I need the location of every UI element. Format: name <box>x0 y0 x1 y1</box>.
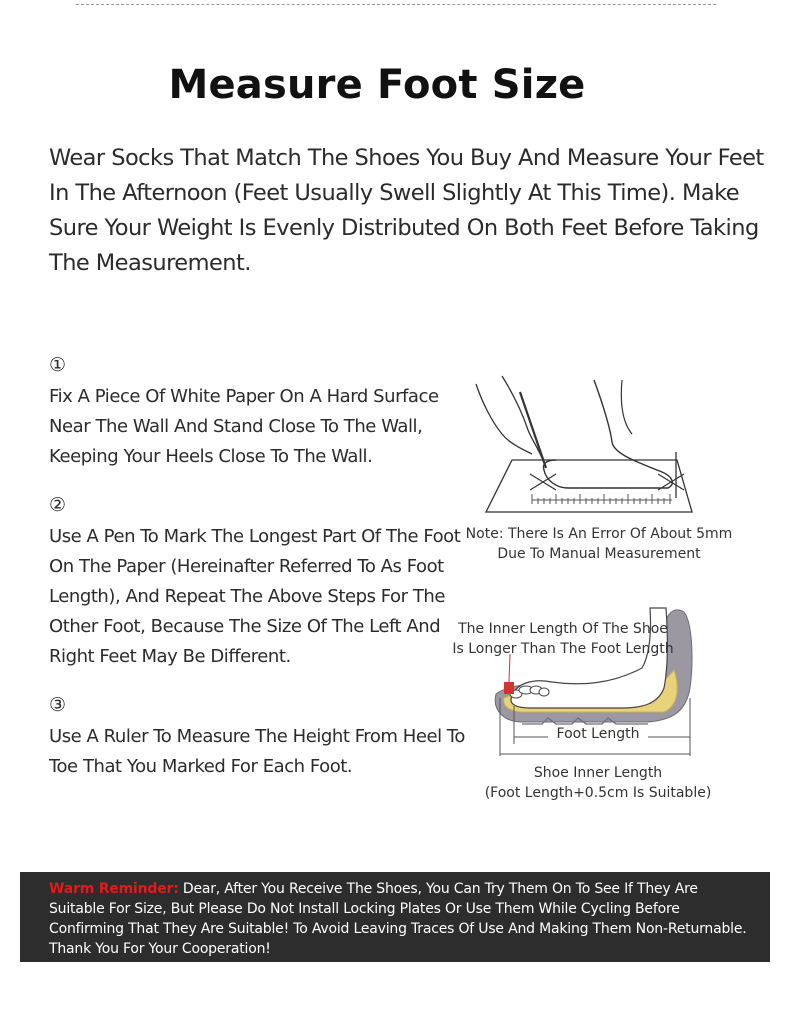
step-1-text: Fix A Piece Of White Paper On A Hard Surface Near The Wall And Stand Close To The Wall, Keeping Your Heels Close To The Wall. <box>49 386 439 467</box>
note-line-2: Due To Manual Measurement <box>497 546 701 562</box>
note-line-1: Note: There Is An Error Of About 5mm <box>465 526 733 542</box>
step-2 <box>49 492 469 672</box>
step-1-number: ① <box>49 354 66 376</box>
measurement-note <box>458 524 740 564</box>
step-1 <box>49 352 469 472</box>
page-title: Measure Foot Size <box>168 62 586 108</box>
reminder-label: Warm Reminder: <box>49 881 179 897</box>
inner-label-line-2: Is Longer Than The Foot Length <box>452 641 674 657</box>
reminder-text: Dear, After You Receive The Shoes, You Can Try Them On To See If They Are Suitable For Size, But Please Do Not Install Locking Plates Or Use Them While Cycling Before Confirming That They Are Suitable! To Avoid Leaving Traces Of Use And Making Them Non-Returnable. Thank You For Your Cooperation! <box>49 881 747 957</box>
inner-label-line-1: The Inner Length Of The Shoe <box>458 621 668 637</box>
shoe-inner-line-2: (Foot Length+0.5cm Is Suitable) <box>484 785 712 801</box>
step-2-number: ② <box>49 494 66 516</box>
intro-paragraph: Wear Socks That Match The Shoes You Buy And Measure Your Feet In The Afternoon (Feet Usually Swell Slightly At This Time). Make Sure Your Weight Is Evenly Distributed On Both Feet Before Taking The Measurement. <box>49 145 764 276</box>
step-3-number: ③ <box>49 694 66 716</box>
foot-marking-illustration <box>472 372 712 518</box>
step-3-text: Use A Ruler To Measure The Height From Heel To Toe That You Marked For Each Foot. <box>49 726 465 777</box>
top-dashed-divider <box>76 4 716 5</box>
warm-reminder-banner <box>20 872 770 962</box>
shoe-inner-line-1: Shoe Inner Length <box>533 765 663 781</box>
shoe-inner-length-caption <box>458 763 738 803</box>
step-3 <box>49 692 469 782</box>
inner-length-label <box>448 619 678 659</box>
step-2-text: Use A Pen To Mark The Longest Part Of The Foot On The Paper (Hereinafter Referred To As Foot Length), And Repeat The Above Steps For The Other Foot, Because The Size Of The Left And Right Feet May Be Different. <box>49 526 461 667</box>
foot-length-label: Foot Length <box>548 726 648 742</box>
